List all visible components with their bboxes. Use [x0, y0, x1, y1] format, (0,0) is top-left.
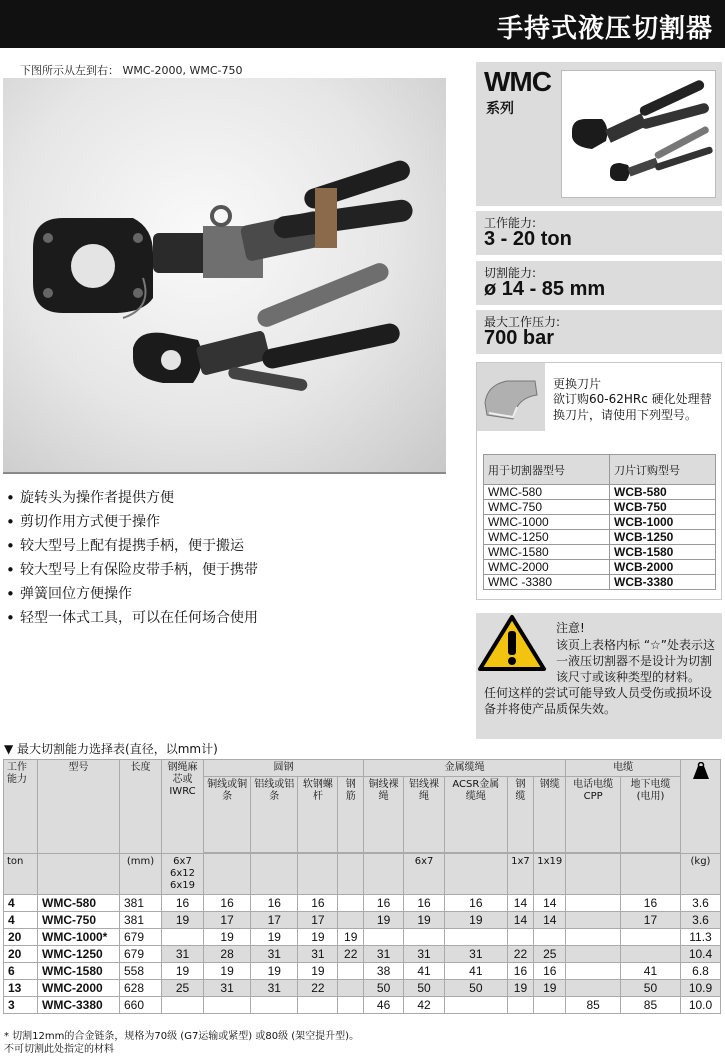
sub-header: 软钢螺杆 [298, 777, 338, 853]
cell: 13 [4, 980, 38, 997]
cell: 16 [534, 963, 566, 980]
unit-label [620, 854, 680, 895]
feature-item: • 旋转头为操作者提供方便 [4, 486, 444, 510]
cell: 28 [204, 946, 251, 963]
cell [338, 997, 364, 1014]
series-name: WMC [484, 66, 551, 97]
sub-header: 铝线或铝条 [251, 777, 298, 853]
cell: 31 [251, 980, 298, 997]
cell: WCB-2000 [610, 560, 716, 575]
cell [566, 946, 621, 963]
sub-header: 钢筋 [338, 777, 364, 853]
spec-value: ø 14 - 85 mm [484, 278, 606, 300]
header-label: 电缆 [613, 762, 634, 773]
cell [534, 997, 566, 1014]
unit-label [204, 854, 251, 895]
spec-capacity [476, 211, 722, 255]
cell [338, 963, 364, 980]
sub-header: ACSR金属缆绳 [445, 777, 508, 853]
table-row [484, 530, 716, 545]
unit-label [445, 854, 508, 895]
table-row [484, 500, 716, 515]
unit-label: (kg) [681, 854, 721, 895]
large-cutter-illustration [33, 158, 414, 318]
cell [566, 912, 621, 929]
col-length [120, 760, 162, 854]
cell: 16 [251, 895, 298, 912]
warning-icon [476, 613, 548, 673]
spec-value: 3 - 20 ton [484, 228, 572, 250]
cell: 381 [120, 895, 162, 912]
cell: 19 [364, 912, 404, 929]
cell [162, 997, 204, 1014]
cell: WCB-750 [610, 500, 716, 515]
series-box [476, 62, 722, 206]
cell: 679 [120, 929, 162, 946]
cell [364, 929, 404, 946]
cell: 14 [507, 895, 534, 912]
cell: WMC-750 [484, 500, 610, 515]
cell: 19 [507, 980, 534, 997]
unit-label: 6x7 6x12 6x19 [162, 854, 204, 895]
cell: 16 [204, 895, 251, 912]
table-row [484, 575, 716, 590]
cell: 19 [204, 929, 251, 946]
footnote-line: 不可切割此处指定的材料 [4, 1044, 114, 1055]
cell: 19 [404, 912, 445, 929]
feature-item: • 剪切作用方式便于操作 [4, 510, 444, 534]
cell [251, 997, 298, 1014]
cell: 31 [251, 946, 298, 963]
cell: 17 [204, 912, 251, 929]
blade-text: 欲订购60-62HRc 硬化处理替换刀片，请使用下列型号。 [553, 392, 712, 422]
warning-text: 该页上表格内标 “☆”处表示这一液压切割器不是设计为切割该尺寸或该种类型的材料。 [556, 638, 716, 684]
unit-label [38, 854, 120, 895]
cell: 22 [507, 946, 534, 963]
cell: 41 [445, 963, 508, 980]
col-capacity [4, 760, 38, 854]
cell: 10.0 [681, 997, 721, 1014]
cell [162, 929, 204, 946]
cell: WMC-580 [38, 895, 120, 912]
table-title: ▼ 最大切割能力选择表(直径，以mm计) [4, 742, 218, 756]
cell [338, 980, 364, 997]
capacity-table [3, 759, 721, 1014]
cell: 41 [620, 963, 680, 980]
unit-label [251, 854, 298, 895]
cell: 3.6 [681, 895, 721, 912]
cell: 19 [298, 929, 338, 946]
header-label: 型号 [68, 762, 89, 773]
cell: WMC-580 [484, 485, 610, 500]
cell [338, 912, 364, 929]
sub-header: 铝线裸绳 [404, 777, 445, 853]
cell: WMC-750 [38, 912, 120, 929]
cell: 4 [4, 912, 38, 929]
table-row [484, 560, 716, 575]
cell: 6.8 [681, 963, 721, 980]
cell: 17 [298, 912, 338, 929]
unit-label [566, 854, 621, 895]
cell: WMC -3380 [484, 575, 610, 590]
page-title: 手持式液压切割器 [496, 14, 713, 44]
weight-icon [691, 762, 711, 780]
cutter-photo [3, 78, 446, 474]
cell [507, 997, 534, 1014]
feature-item: • 弹簧回位方便操作 [4, 582, 444, 606]
cell: WCB-1250 [610, 530, 716, 545]
table-row [484, 485, 716, 500]
cell: 41 [404, 963, 445, 980]
cell: 3 [4, 997, 38, 1014]
cell: 16 [404, 895, 445, 912]
cell: WMC-1250 [484, 530, 610, 545]
cell: 16 [445, 895, 508, 912]
spec-cutting [476, 261, 722, 305]
cell: 19 [445, 912, 508, 929]
cell: 50 [404, 980, 445, 997]
cell: 10.4 [681, 946, 721, 963]
cell: 19 [298, 963, 338, 980]
cell: WMC-3380 [38, 997, 120, 1014]
blade-col-cutter: 用于切割器型号 [484, 455, 610, 485]
col-group-round [204, 760, 364, 777]
spec-pressure [476, 310, 722, 354]
footnote [4, 1030, 359, 1056]
cell: 381 [120, 912, 162, 929]
cell: 16 [162, 895, 204, 912]
cell: 19 [162, 963, 204, 980]
cell [204, 997, 251, 1014]
header-label: 圆钢 [273, 762, 294, 773]
cell [566, 980, 621, 997]
blade-title: 更换刀片 [553, 377, 602, 391]
spec-label: 切割能力: [484, 266, 537, 280]
cell [620, 929, 680, 946]
cell: 10.9 [681, 980, 721, 997]
col-model [38, 760, 120, 854]
spec-label: 工作能力: [484, 216, 537, 230]
cell: 628 [120, 980, 162, 997]
cell: 85 [566, 997, 621, 1014]
cell: 19 [251, 963, 298, 980]
cell: 19 [338, 929, 364, 946]
sub-header: 铜线裸绳 [364, 777, 404, 853]
unit-label: ton [4, 854, 38, 895]
header-bar [0, 0, 725, 48]
cell: 85 [620, 997, 680, 1014]
cell: 3.6 [681, 912, 721, 929]
cell: 22 [298, 980, 338, 997]
header-label: 工作能力 [7, 762, 27, 785]
unit-label: (mm) [120, 854, 162, 895]
sub-header: 钢缆 [534, 777, 566, 853]
cell [507, 929, 534, 946]
cell [566, 963, 621, 980]
col-weight [681, 760, 721, 854]
cell: 660 [120, 997, 162, 1014]
warning-title: 注意! [556, 621, 585, 635]
cell: 38 [364, 963, 404, 980]
cell: 20 [4, 946, 38, 963]
sub-header: 电话电缆CPP [566, 777, 621, 853]
warning-box [476, 613, 722, 739]
cell [445, 997, 508, 1014]
cell: WCB-1000 [610, 515, 716, 530]
unit-label [338, 854, 364, 895]
series-thumbnail [561, 70, 716, 198]
cell: 19 [204, 963, 251, 980]
cell: 25 [534, 946, 566, 963]
cell: 558 [120, 963, 162, 980]
cell: 11.3 [681, 929, 721, 946]
table-row [484, 515, 716, 530]
cell: 31 [298, 946, 338, 963]
cell: WMC-1250 [38, 946, 120, 963]
cell: 14 [507, 912, 534, 929]
cell: 4 [4, 895, 38, 912]
cell: 31 [364, 946, 404, 963]
table-row [4, 980, 721, 997]
cell [404, 929, 445, 946]
unit-label [364, 854, 404, 895]
series-label: 系列 [486, 101, 514, 117]
col-group-electric [566, 760, 681, 777]
feature-item: • 较大型号上配有提携手柄，便于搬运 [4, 534, 444, 558]
col-rope [162, 760, 204, 854]
cell: 6 [4, 963, 38, 980]
cell: WMC-2000 [484, 560, 610, 575]
header-label: 金属缆绳 [444, 762, 485, 773]
cell: 25 [162, 980, 204, 997]
cell: WMC-1580 [38, 963, 120, 980]
cell: 17 [251, 912, 298, 929]
cell: 31 [445, 946, 508, 963]
sub-header: 铜线或铜条 [204, 777, 251, 853]
warning-text-continued: 任何这样的尝试可能导致人员受伤或损坏设备并将使产品质保失效。 [484, 686, 713, 716]
cell: WCB-1580 [610, 545, 716, 560]
cell: 19 [251, 929, 298, 946]
table-row [4, 929, 721, 946]
table-row [4, 895, 721, 912]
spec-value: 700 bar [484, 327, 555, 349]
sub-header: 钢缆 [507, 777, 534, 853]
cell [566, 929, 621, 946]
header-label: 长度 [130, 762, 151, 773]
header-label: 钢绳麻芯或IWRC [167, 762, 198, 797]
cell: 679 [120, 946, 162, 963]
blade-col-blade: 刀片订购型号 [610, 455, 716, 485]
cell: WMC-1000* [38, 929, 120, 946]
small-cutter-illustration [133, 260, 402, 391]
cell: WMC-1580 [484, 545, 610, 560]
cell: WCB-580 [610, 485, 716, 500]
cell: 16 [298, 895, 338, 912]
cell: 50 [364, 980, 404, 997]
table-row [484, 545, 716, 560]
cell [566, 895, 621, 912]
table-row [4, 963, 721, 980]
sub-header: 地下电缆(电用) [620, 777, 680, 853]
cell [534, 929, 566, 946]
cell [298, 997, 338, 1014]
table-row [4, 946, 721, 963]
cell: 46 [364, 997, 404, 1014]
footnote-line: * 切割12mm的合金链条，规格为70级 (G7运输或紧型) 或80级 (架空提升型)。 [4, 1031, 360, 1042]
unit-label [298, 854, 338, 895]
cell: 50 [620, 980, 680, 997]
cell: 22 [338, 946, 364, 963]
cell: 16 [620, 895, 680, 912]
cell [338, 895, 364, 912]
table-row [4, 912, 721, 929]
cell: 14 [534, 895, 566, 912]
blade-table [483, 454, 716, 590]
col-group-metal [364, 760, 566, 777]
cell: 14 [534, 912, 566, 929]
cell: 20 [4, 929, 38, 946]
feature-item: • 较大型号上有保险皮带手柄，便于携带 [4, 558, 444, 582]
cell [445, 929, 508, 946]
cell: 31 [404, 946, 445, 963]
unit-label: 6x7 [404, 854, 445, 895]
blade-photo [477, 363, 545, 431]
cell [620, 946, 680, 963]
cell: 31 [204, 980, 251, 997]
feature-list [4, 486, 444, 630]
spec-label: 最大工作压力: [484, 315, 561, 329]
unit-label: 1x19 [534, 854, 566, 895]
unit-label: 1x7 [507, 854, 534, 895]
cell: 42 [404, 997, 445, 1014]
cell: 17 [620, 912, 680, 929]
cell: 31 [162, 946, 204, 963]
cell: WCB-3380 [610, 575, 716, 590]
photo-caption: 下图所示从左到右： WMC-2000, WMC-750 [20, 64, 243, 77]
cell: 19 [162, 912, 204, 929]
cell: WMC-2000 [38, 980, 120, 997]
feature-item: • 轻型一体式工具，可以在任何场合使用 [4, 606, 444, 630]
cell: WMC-1000 [484, 515, 610, 530]
cell: 19 [534, 980, 566, 997]
cell: 50 [445, 980, 508, 997]
cell: 16 [507, 963, 534, 980]
table-row [4, 997, 721, 1014]
cell: 16 [364, 895, 404, 912]
